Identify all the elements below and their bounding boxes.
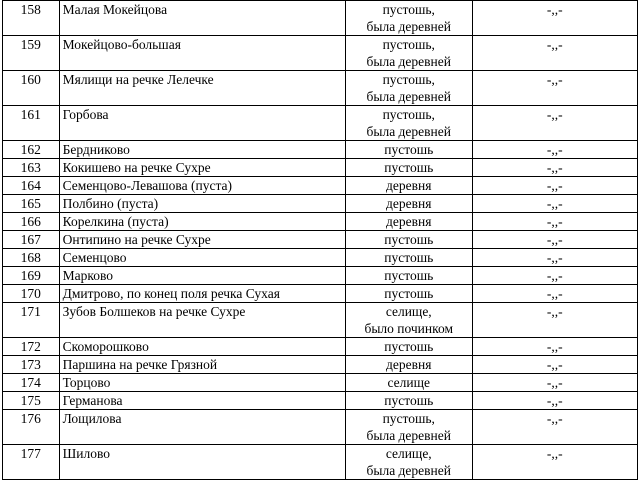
status-line: была деревней	[366, 19, 451, 34]
ditto-mark: -,,-	[472, 141, 637, 159]
settlement-name: Германова	[59, 392, 345, 410]
table-row	[3, 141, 638, 159]
row-number: 163	[3, 159, 60, 177]
settlement-name: Дмитрово, по конец поля речка Сухая	[59, 285, 345, 303]
settlement-name: Семенцово	[59, 249, 345, 267]
row-number: 166	[3, 213, 60, 231]
ditto-mark: -,,-	[472, 71, 637, 106]
table-row	[3, 338, 638, 356]
status-line: селище	[387, 375, 430, 390]
settlement-name: Онтипино на речке Сухре	[59, 231, 345, 249]
row-number: 172	[3, 338, 60, 356]
table-row	[3, 36, 638, 71]
settlement-status	[345, 1, 472, 36]
status-line: пустошь	[384, 250, 434, 265]
settlement-status	[345, 36, 472, 71]
status-line: пустошь	[384, 286, 434, 301]
status-line: была деревней	[366, 463, 451, 478]
table-row	[3, 106, 638, 141]
ditto-mark: -,,-	[472, 445, 637, 480]
status-line: деревня	[386, 178, 432, 193]
row-number: 175	[3, 392, 60, 410]
ditto-mark: -,,-	[472, 231, 637, 249]
table-row	[3, 303, 638, 338]
status-line: пустошь,	[382, 107, 435, 122]
settlements-table	[2, 0, 638, 480]
ditto-mark: -,,-	[472, 285, 637, 303]
status-line: пустошь,	[382, 72, 435, 87]
table-row	[3, 285, 638, 303]
status-line: пустошь	[384, 393, 434, 408]
ditto-mark: -,,-	[472, 195, 637, 213]
status-line: была деревней	[366, 428, 451, 443]
ditto-mark: -,,-	[472, 159, 637, 177]
status-line: была деревней	[366, 54, 451, 69]
settlement-status	[345, 303, 472, 338]
status-line: деревня	[386, 196, 432, 211]
settlement-name: Горбова	[59, 106, 345, 141]
settlement-status	[345, 374, 472, 392]
row-number: 168	[3, 249, 60, 267]
table-row	[3, 249, 638, 267]
status-line: пустошь	[384, 268, 434, 283]
row-number: 160	[3, 71, 60, 106]
settlement-status	[345, 249, 472, 267]
table-row	[3, 159, 638, 177]
settlement-status	[345, 195, 472, 213]
status-line: деревня	[386, 357, 432, 372]
settlement-status	[345, 410, 472, 445]
table-row	[3, 1, 638, 36]
status-line: селище,	[385, 446, 432, 461]
settlement-name: Кокишево на речке Сухре	[59, 159, 345, 177]
settlement-status	[345, 231, 472, 249]
row-number: 174	[3, 374, 60, 392]
status-line: пустошь	[384, 232, 434, 247]
row-number: 158	[3, 1, 60, 36]
settlement-name: Паршина на речке Грязной	[59, 356, 345, 374]
row-number: 165	[3, 195, 60, 213]
settlement-status	[345, 285, 472, 303]
status-line: пустошь	[384, 142, 434, 157]
status-line: пустошь	[384, 160, 434, 175]
settlement-status	[345, 141, 472, 159]
row-number: 161	[3, 106, 60, 141]
status-line: было починком	[364, 321, 454, 336]
ditto-mark: -,,-	[472, 267, 637, 285]
settlement-status	[345, 267, 472, 285]
settlement-name: Скоморошково	[59, 338, 345, 356]
settlement-status	[345, 338, 472, 356]
row-number: 167	[3, 231, 60, 249]
table-row	[3, 267, 638, 285]
table-row	[3, 356, 638, 374]
settlement-status	[345, 445, 472, 480]
table-row	[3, 445, 638, 480]
ditto-mark: -,,-	[472, 410, 637, 445]
settlement-name: Бердниково	[59, 141, 345, 159]
ditto-mark: -,,-	[472, 356, 637, 374]
settlement-name: Семенцово-Левашова (пуста)	[59, 177, 345, 195]
settlement-name: Зубов Болшеков на речке Сухре	[59, 303, 345, 338]
settlement-name: Лощилова	[59, 410, 345, 445]
settlement-status	[345, 159, 472, 177]
settlement-status	[345, 213, 472, 231]
settlement-name: Малая Мокейцова	[59, 1, 345, 36]
status-line: деревня	[386, 214, 432, 229]
row-number: 170	[3, 285, 60, 303]
ditto-mark: -,,-	[472, 1, 637, 36]
settlement-name: Корелкина (пуста)	[59, 213, 345, 231]
settlement-status	[345, 356, 472, 374]
ditto-mark: -,,-	[472, 392, 637, 410]
table-row	[3, 231, 638, 249]
settlement-status	[345, 106, 472, 141]
row-number: 162	[3, 141, 60, 159]
status-line: пустошь	[384, 339, 434, 354]
table-row	[3, 177, 638, 195]
row-number: 176	[3, 410, 60, 445]
settlement-status	[345, 71, 472, 106]
settlement-name: Марково	[59, 267, 345, 285]
ditto-mark: -,,-	[472, 106, 637, 141]
table-row	[3, 71, 638, 106]
ditto-mark: -,,-	[472, 249, 637, 267]
ditto-mark: -,,-	[472, 213, 637, 231]
settlement-name: Мялищи на речке Лелечке	[59, 71, 345, 106]
settlement-status	[345, 177, 472, 195]
ditto-mark: -,,-	[472, 177, 637, 195]
row-number: 173	[3, 356, 60, 374]
settlement-name: Шилово	[59, 445, 345, 480]
row-number: 171	[3, 303, 60, 338]
settlement-status	[345, 392, 472, 410]
settlement-name: Мокейцово-большая	[59, 36, 345, 71]
ditto-mark: -,,-	[472, 338, 637, 356]
ditto-mark: -,,-	[472, 303, 637, 338]
row-number: 169	[3, 267, 60, 285]
status-line: была деревней	[366, 124, 451, 139]
table-row	[3, 213, 638, 231]
status-line: пустошь,	[382, 2, 435, 17]
table-body	[3, 1, 638, 480]
ditto-mark: -,,-	[472, 374, 637, 392]
table-row	[3, 410, 638, 445]
row-number: 164	[3, 177, 60, 195]
status-line: селище,	[385, 304, 432, 319]
settlement-name: Полбино (пуста)	[59, 195, 345, 213]
row-number: 159	[3, 36, 60, 71]
table-row	[3, 374, 638, 392]
status-line: была деревней	[366, 89, 451, 104]
status-line: пустошь,	[382, 37, 435, 52]
ditto-mark: -,,-	[472, 36, 637, 71]
settlement-name: Торцово	[59, 374, 345, 392]
table-row	[3, 392, 638, 410]
row-number: 177	[3, 445, 60, 480]
status-line: пустошь,	[382, 411, 435, 426]
table-row	[3, 195, 638, 213]
